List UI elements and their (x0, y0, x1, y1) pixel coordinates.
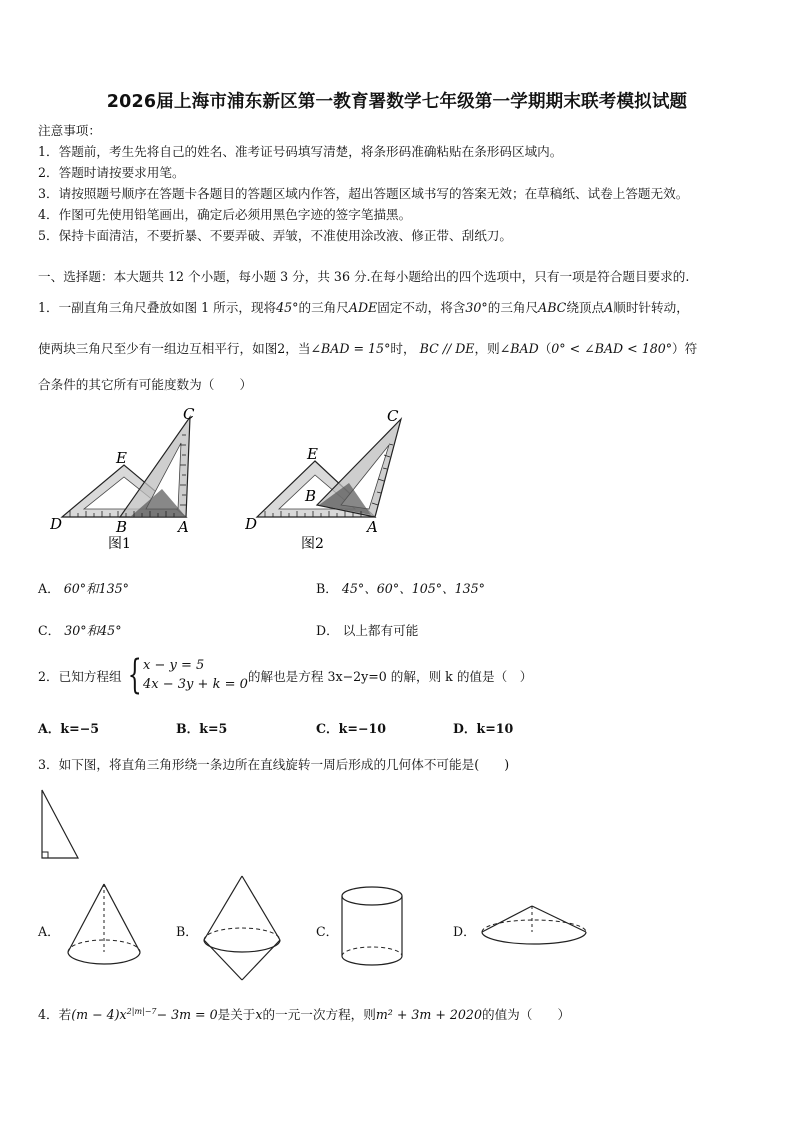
q2-option-a: A．k=−5 (38, 721, 99, 736)
fig1-label-b: B (116, 518, 128, 536)
q1-option-b: B． 45°、60°、105°、135° (316, 581, 485, 596)
q3-option-a-label: A． (38, 924, 60, 939)
fig2-label-d: D (245, 515, 258, 533)
fig1-caption: 图1 (108, 536, 131, 552)
notes-heading: 注意事项： (38, 123, 101, 138)
q3-option-d-label: D． (453, 924, 476, 939)
fig1-label-c: C (183, 405, 195, 423)
q1-option-c: C． 30°和45° (38, 623, 122, 638)
q1-line1: 1．一副直角三角尺叠放如图 1 所示，现将45°的三角尺ADE固定不动，将含30°的三角尺ABC绕顶点A顺时针转动， (38, 300, 689, 315)
equation-system: { x − y = 5 4x − 3y + k = 0 (127, 652, 248, 698)
q3-option-a-cone (62, 880, 146, 972)
equation-2: 4x − 3y + k = 0 (143, 677, 248, 692)
note-item: 5．保持卡面清洁，不要折暴、不要弄破、弄皱，不准使用涂改液、修正带、刮纸刀。 (38, 228, 512, 243)
fig2-label-b: B (305, 487, 317, 505)
figure-1 (50, 405, 210, 555)
q1-option-d: D． 以上都有可能 (316, 623, 419, 638)
note-item: 3．请按照题号顺序在答题卡各题目的答题区域内作答，超出答题区域书写的答案无效；在草稿纸、试卷上答题无效。 (38, 186, 689, 201)
fig2-caption: 图2 (301, 536, 324, 552)
page-title: 2026届上海市浦东新区第一教育署数学七年级第一学期期末联考模拟试题 (106, 92, 688, 112)
q2-option-c: C．k=−10 (316, 721, 386, 736)
fig2-label-c: C (387, 407, 399, 425)
q3-option-b-double-cone (200, 874, 284, 984)
q2-option-b: B．k=5 (176, 721, 228, 736)
q3-option-c-cylinder (338, 884, 410, 974)
fig2-label-a: A (367, 518, 378, 536)
figure-2 (245, 405, 415, 555)
q4-stem: 4．若$(m - 4)x^{2|m|-7}- 3m = 0$是关于x的一元一次方程，则m² + 3m + 2020的值为（ ） (38, 1006, 571, 1022)
right-triangle (38, 786, 86, 864)
fig1-label-e: E (116, 449, 127, 467)
q2-stem: 2．已知方程组 { x − y = 5 4x − 3y + k = 0 的解也是方程 3x−2y=0 的解，则 k 的值是（ ） (38, 652, 533, 698)
equation-1: x − y = 5 (143, 658, 205, 673)
note-item: 2．答题时请按要求用笔。 (38, 165, 185, 180)
q1-line3: 合条件的其它所有可能度数为（ ） (38, 377, 253, 392)
note-item: 4．作图可先使用铅笔画出，确定后必须用黑色字迹的签字笔描黑。 (38, 207, 412, 222)
fig1-label-d: D (50, 515, 63, 533)
q3-option-b-label: B． (176, 924, 198, 939)
q3-stem: 3．如下图，将直角三角形绕一条边所在直线旋转一周后形成的几何体不可能是( ) (38, 757, 510, 772)
fig2-label-e: E (307, 445, 318, 463)
q1-line2: 使两块三角尺至少有一组边互相平行，如图2，当∠BAD = 15°时， BC // DE，则∠BAD（0° < ∠BAD < 180°）符 (38, 341, 698, 356)
section-heading: 一、选择题：本大题共 12 个小题，每小题 3 分，共 36 分.在每小题给出的四个选项中，只有一项是符合题目要求的. (38, 269, 690, 284)
q3-option-c-label: C． (316, 924, 339, 939)
fig1-label-a: A (178, 518, 189, 536)
note-item: 1．答题前，考生先将自己的姓名、准考证号码填写清楚，将条形码准确粘贴在条形码区域内。 (38, 144, 563, 159)
q2-option-d: D．k=10 (453, 721, 514, 736)
q3-option-d-flat-cone (478, 900, 590, 956)
q1-option-a: A． 60°和135° (38, 581, 129, 596)
